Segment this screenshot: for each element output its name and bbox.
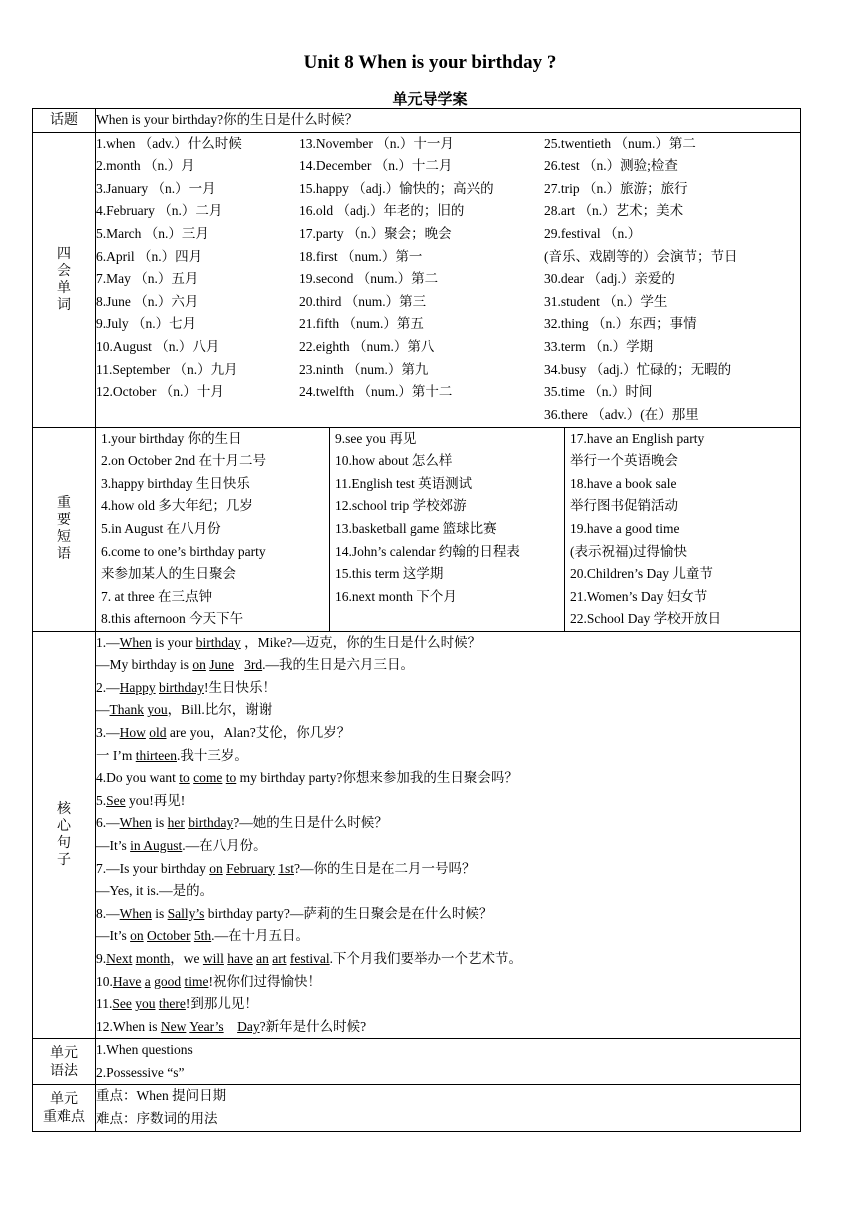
vocabulary-item: 9.July （n.）七月 — [96, 316, 197, 332]
vocabulary-column-3 — [544, 133, 764, 427]
vocabulary-item: 3.January （n.）一月 — [96, 180, 216, 196]
vocabulary-item: 25.twentieth （num.）第二 — [544, 135, 696, 151]
vocabulary-item: 29.festival （n.） — [544, 225, 642, 241]
phrase-item: 举行图书促销活动 — [570, 498, 678, 514]
phrase-item: 11.English test 英语测试 — [335, 475, 473, 491]
vocabulary-item: 23.ninth （num.）第九 — [299, 361, 429, 377]
sentence-line: 一 I’m thirteen.我十三岁。 — [96, 747, 248, 763]
phrase-item: 22.School Day 学校开放日 — [570, 611, 722, 627]
phrase-item: 10.how about 怎么样 — [335, 453, 453, 469]
phrases-cell — [96, 427, 801, 631]
vocabulary-item: 36.there （adv.）(在）那里 — [544, 406, 699, 422]
vocabulary-item: 17.party （n.）聚会；晚会 — [299, 225, 452, 241]
vocabulary-item: 33.term （n.）学期 — [544, 338, 654, 354]
vocabulary-item: 30.dear （adj.）亲爱的 — [544, 271, 675, 287]
vocabulary-item: 12.October （n.）十月 — [96, 384, 224, 400]
sentence-line: —My birthday is on June 3rd.—我的生日是六月三日。 — [96, 657, 414, 673]
vocabulary-item: 19.second （num.）第二 — [299, 271, 439, 287]
phrase-item: 16.next month 下个月 — [335, 588, 457, 604]
vocabulary-item: 28.art （n.）艺术；美术 — [544, 203, 684, 219]
phrase-item: 17.have an English party — [570, 430, 705, 446]
vocabulary-item: 14.December （n.）十二月 — [299, 158, 453, 174]
phrase-item: 6.come to one’s birthday party — [101, 543, 266, 559]
grammar-cell — [96, 1039, 801, 1085]
topic-cell — [96, 109, 801, 133]
phrase-item: 20.Children’s Day 儿童节 — [570, 566, 713, 582]
vocabulary-item: 15.happy （adj.）愉快的；高兴的 — [299, 180, 494, 196]
vocabulary-item: 1.when （adv.）什么时候 — [96, 135, 242, 151]
phrase-item: 14.John’s calendar 约翰的日程表 — [335, 543, 520, 559]
guide-table — [32, 108, 801, 1132]
vocabulary-item: 20.third （num.）第三 — [299, 293, 427, 309]
sentence-line: —Thank you，Bill.比尔，谢谢 — [96, 702, 273, 718]
grammar-item: 1.When questions — [96, 1042, 193, 1058]
topic-label: 话题 — [33, 109, 96, 133]
phrases-column-2 — [330, 428, 565, 631]
key-point-item: 重点：When 提问日期 — [96, 1088, 227, 1104]
vocabulary-item: 27.trip （n.）旅游；旅行 — [544, 180, 688, 196]
phrase-item: 13.basketball game 篮球比赛 — [335, 520, 497, 536]
sentences-label: 核心句子 — [33, 631, 96, 1039]
vocabulary-item: 21.fifth （num.）第五 — [299, 316, 424, 332]
sentence-line: —It’s in August.—在八月份。 — [96, 837, 267, 853]
sentence-line: 10.Have a good time!祝你们过得愉快！ — [96, 973, 321, 989]
vocabulary-cell — [96, 132, 801, 427]
sentence-line: 3.—How old are you，Alan?艾伦，你几岁？ — [96, 724, 351, 740]
sentence-line: 1.—When is your birthday ，Mike?—迈克，你的生日是什么时候？ — [96, 634, 482, 650]
phrase-item: 15.this term 这学期 — [335, 566, 444, 582]
phrase-item: 来参加某人的生日聚会 — [101, 566, 236, 582]
sentence-line: —It’s on October 5th.—在十月五日。 — [96, 928, 310, 944]
vocabulary-item: 8.June （n.）六月 — [96, 293, 199, 309]
vocabulary-item: 22.eighth （num.）第八 — [299, 338, 435, 354]
vocabulary-item: 16.old （adj.）年老的；旧的 — [299, 203, 465, 219]
vocabulary-item: 11.September （n.）九月 — [96, 361, 238, 377]
phrases-column-3 — [565, 428, 721, 631]
phrase-item: 1.your birthday 你的生日 — [101, 430, 242, 446]
phrase-item: 12.school trip 学校郊游 — [335, 498, 467, 514]
key-points-label: 单元 重难点 — [33, 1085, 96, 1131]
vocabulary-item: (音乐、戏剧等的）会演节；节日 — [544, 248, 738, 264]
phrase-item: 19.have a good time — [570, 520, 680, 536]
sentence-line: 7.—Is your birthday on February 1st?—你的生日是在二月一号吗？ — [96, 860, 476, 876]
sentence-line: 9.Next month，we will have an art festival.下个月我们要举办一个艺术节。 — [96, 950, 523, 966]
grammar-item: 2.Possessive “s” — [96, 1064, 185, 1080]
phrase-item: 21.Women’s Day 妇女节 — [570, 588, 708, 604]
vocabulary-item: 31.student （n.）学生 — [544, 293, 668, 309]
phrase-item: 9.see you 再见 — [335, 430, 417, 446]
phrase-item: 8.this afternoon 今天下午 — [101, 611, 244, 627]
vocabulary-column-1 — [96, 133, 299, 427]
vocabulary-item: 7.May （n.）五月 — [96, 271, 199, 287]
vocabulary-item: 4.February （n.）二月 — [96, 203, 223, 219]
vocabulary-item: 10.August （n.）八月 — [96, 338, 220, 354]
sentence-line: 4.Do you want to come to my birthday party?你想来参加我的生日聚会吗？ — [96, 770, 518, 786]
key-point-item: 难点：序数词的用法 — [96, 1111, 218, 1127]
vocabulary-item: 34.busy （adj.）忙碌的；无暇的 — [544, 361, 732, 377]
vocabulary-column-2 — [299, 133, 544, 427]
vocabulary-item: 32.thing （n.）东西；事情 — [544, 316, 697, 332]
page-subtitle: 单元导学案 — [392, 90, 468, 108]
phrase-item: 5.in August 在八月份 — [101, 520, 221, 536]
sentence-line: —Yes, it is.—是的。 — [96, 883, 214, 899]
phrase-item: 3.happy birthday 生日快乐 — [101, 475, 250, 491]
sentence-line: 11.See you there!到那儿见！ — [96, 996, 258, 1012]
phrase-item: 18.have a book sale — [570, 475, 677, 491]
vocabulary-label: 四会单词 — [33, 132, 96, 427]
phrases-column-1 — [96, 428, 330, 631]
grammar-label: 单元 语法 — [33, 1039, 96, 1085]
topic-text: When is your birthday?你的生日是什么时候？ — [96, 112, 359, 127]
key-points-cell — [96, 1085, 801, 1131]
vocabulary-item: 5.March （n.）三月 — [96, 225, 209, 241]
phrase-item: (表示祝福)过得愉快 — [570, 543, 687, 559]
vocabulary-item: 13.November （n.）十一月 — [299, 135, 454, 151]
sentence-line: 5.See you!再见! — [96, 792, 186, 808]
phrase-item: 2.on October 2nd 在十月二号 — [101, 453, 266, 469]
sentences-cell — [96, 631, 801, 1039]
sentence-line: 2.—Happy birthday!生日快乐！ — [96, 679, 276, 695]
page-title: Unit 8 When is your birthday ? — [303, 52, 557, 73]
phrase-item: 举行一个英语晚会 — [570, 453, 678, 469]
vocabulary-item: 24.twelfth （num.）第十二 — [299, 384, 453, 400]
phrase-item: 7. at three 在三点钟 — [101, 588, 212, 604]
vocabulary-item: 18.first （num.）第一 — [299, 248, 423, 264]
sentence-line: 6.—When is her birthday?—她的生日是什么时候？ — [96, 815, 388, 831]
vocabulary-item: 26.test （n.）测验;检查 — [544, 158, 678, 174]
vocabulary-item: 35.time （n.）时间 — [544, 384, 653, 400]
phrase-item: 4.how old 多大年纪；几岁 — [101, 498, 253, 514]
vocabulary-item: 2.month （n.）月 — [96, 158, 195, 174]
sentence-line: 8.—When is Sally’s birthday party?—萨莉的生日聚会是在什么时候？ — [96, 905, 493, 921]
vocabulary-item: 6.April （n.）四月 — [96, 248, 203, 264]
phrases-label: 重要短语 — [33, 427, 96, 631]
sentence-line: 12.When is New Year’s Day?新年是什么时候? — [96, 1018, 367, 1034]
